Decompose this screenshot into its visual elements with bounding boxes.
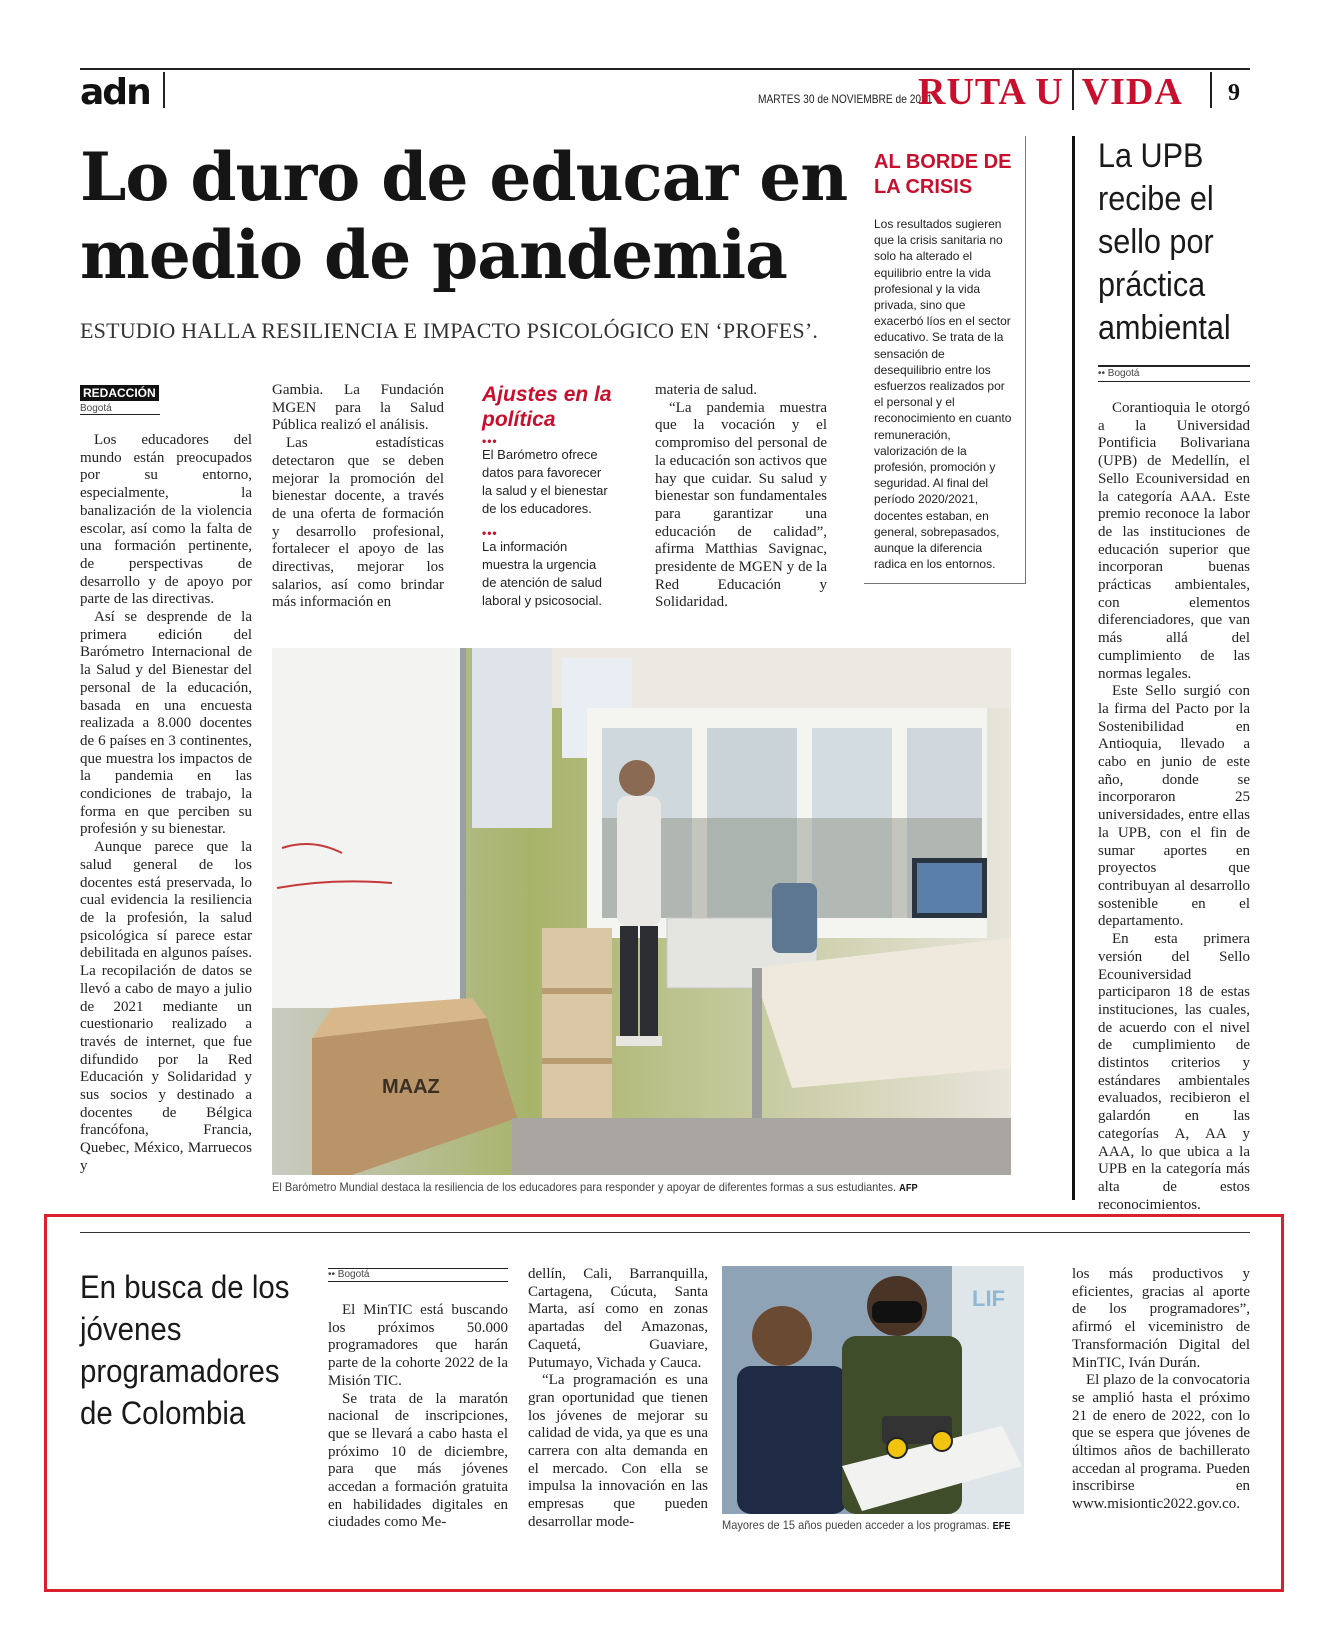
article-column-4: [655, 382, 827, 612]
main-subhead: ESTUDIO HALLA RESILIENCIA E IMPACTO PSICOLÓGICO EN ‘PROFES’.: [80, 318, 819, 343]
upb-body: [1098, 400, 1250, 1214]
photo2-caption-text: Mayores de 15 años pueden acceder a los programas.: [722, 1518, 990, 1532]
byline-city: Bogotá: [80, 402, 160, 415]
paragraph: Se trata de la maratón nacional de inscripciones, que se llevará a cabo hasta el próximo 10 de diciembre, para que más jóvenes accedan a formación gratuita en habilidades digitales en ciudades como Me-: [328, 1390, 508, 1531]
article-column-1: [80, 432, 252, 1176]
page-number-divider: [1210, 72, 1212, 108]
upb-city: •• Bogotá: [1098, 365, 1250, 382]
photo-caption: [272, 1180, 918, 1194]
programmers-illustration: [722, 1266, 1024, 1514]
programmers-photo: [722, 1266, 1024, 1514]
mintic-headline: En busca de los jóvenes programadores de Colombia: [80, 1269, 290, 1431]
newspaper-logo: adn: [80, 72, 150, 113]
bottom-section-rule: [80, 1232, 1250, 1233]
page-number: 9: [1228, 80, 1240, 106]
paragraph: “La pandemia muestra que la vocación y el compromiso del personal de la educación son activos que hay que cuidar. Su salud y bienestar son fundamentales para garantizar una educación de calidad”, afirma Matthias Savignac, presidente de MGEN y de la Red Educación y Solidaridad.: [655, 399, 827, 611]
ajustes-item: [482, 528, 612, 610]
byline: [80, 384, 160, 415]
paragraph: Las estadísticas detectaron que se deben mejorar la promoción del bienestar docente, a través de una oferta de formación y desarrollo profesional, fortalecer el apoyo de las directivas, mejorar los salarios, así como brindar más información en: [272, 435, 444, 611]
paragraph: Gambia. La Fundación MGEN para la Salud Pública realizó el análisis.: [272, 382, 444, 434]
al-borde-text: Los resultados sugieren que la crisis sanitaria no solo ha alterado el equilibrio entre la vida profesional y la vida privada, sino que exacerbó líos en el sector educativo. Se trata de la sensación de desequilibrio entre los esfuerzos realizados por el personal y el reconocimiento en cuanto remuneración, valorización de la profesión, promoción y seguridad. Al final del período 2020/2021, docentes estaban, en general, sobrepasados, aunque la diferencia radica en los entornos.: [874, 217, 1012, 572]
paragraph: materia de salud.: [655, 382, 758, 398]
photo-caption-text: El Barómetro Mundial destaca la resiliencia de los educadores para responder y apoyar de diferentes formas a sus estudiantes.: [272, 1180, 897, 1194]
upb-headline: La UPB recibe el sello por práctica ambiental: [1098, 137, 1231, 347]
sidebar-rule: [1072, 136, 1075, 1200]
paragraph: Aunque parece que la salud general de los docentes está preservada, lo cual evidencia la resiliencia de la profesión, la salud psicológica sí parece estar debilitada en algunos países. La recopilación de datos se llevó a cabo de mayo a julio de 2021 mediante un cuestionario realizado a través de internet, que fue difundido por la Red Educación y Solidaridad y sus socios y destinado a docentes de Bélgica francófona, Francia, Quebec, México, Marruecos y: [80, 839, 252, 1174]
classroom-photo: [272, 648, 1011, 1175]
section-right: VIDA: [1081, 71, 1183, 113]
ajustes-item: [482, 436, 612, 518]
mintic-city: •• Bogotá: [328, 1268, 508, 1282]
paragraph: El MinTIC está buscando los próximos 50.000 programadores que harán parte de la cohorte 2022 de la Misión TIC.: [328, 1302, 508, 1389]
photo-sign: LIF: [972, 1286, 1005, 1311]
issue-date: MARTES 30 de NOVIEMBRE de 2021: [758, 92, 933, 106]
ajustes-item-text: El Barómetro ofrece datos para favorecer la salud y el bienestar de los educadores.: [482, 447, 608, 516]
mintic-column-1: [328, 1302, 508, 1532]
box-label: MAAZ: [382, 1076, 440, 1098]
logo-divider: [163, 72, 165, 108]
ajustes-item-text: La información muestra la urgencia de atención de salud laboral y psicosocial.: [482, 539, 602, 608]
paragraph: los más productivos y eficientes, gracias al aporte de los programadores”, afirmó el viceministro de Transformación Digital del MinTIC, Iván Durán.: [1072, 1266, 1250, 1371]
bullet-dots: •••: [482, 526, 498, 540]
mintic-column-3: [1072, 1266, 1250, 1514]
paragraph: Así se desprende de la primera edición del Barómetro Internacional de la Salud y del Bienestar del personal de la educación, basada en una encuesta realizada a 8.000 docentes de 6 países en 3 continentes, que muestra los impactos de la pandemia en las condiciones de trabajo, la forma en que perciben su profesión y su bienestar.: [80, 609, 252, 838]
paragraph: Corantioquia le otorgó a la Universidad Pontificia Bolivariana (UPB) de Medellín, el Sello Ecouniversidad en la categoría AAA. Este premio reconoce la labor de las instituciones de educación superior que incorporan buenas prácticas ambientales, con elementos diferenciadores, que van más allá del cumplimiento de las normas legales.: [1098, 400, 1250, 682]
bullet-dots: •••: [482, 434, 498, 448]
photo2-credit: EFE: [992, 1521, 1011, 1532]
paragraph: “La programación es una gran oportunidad que tienen los jóvenes de mejorar su calidad de vida, ya que es una carrera con alta demanda en el mercado. Con ella se impulsa la innovación en las empresas que pueden desarrollar mode-: [528, 1372, 708, 1530]
classroom-illustration: [272, 648, 1011, 1175]
paragraph: El plazo de la convocatoria se amplió hasta el próximo 21 de enero de 2022, con lo que se espera que jóvenes de últimos años de bachillerato accedan al programa. Pueden inscribirse en www.misiontic2022.gov.co.: [1072, 1372, 1250, 1513]
paragraph: En esta primera versión del Sello Ecouniversidad participaron 18 de estas instituciones, las cuales, de acuerdo con el nivel de cumplimiento de distintos criterios y estándares ambientales evaluados, recibieron el galardón en las categorías A, AA y AAA, lo que ubica a la UPB en la categoría más alta de estos reconocimientos.: [1098, 931, 1250, 1213]
mintic-column-2: [528, 1266, 708, 1532]
ajustes-title: Ajustes en la política: [482, 383, 612, 431]
paragraph: Este Sello surgió con la firma del Pacto por la Sostenibilidad en Antioquia, llevado a cabo en junio de este año, donde se incorporaron 25 universidades, entre ellas la UPB, con el fin de sumar aportes en proyectos que contribuyan al desarrollo sostenible en el departamento.: [1098, 683, 1250, 930]
paragraph: dellín, Cali, Barranquilla, Cartagena, Cúcuta, Santa Marta, así como en zonas apartadas del Amazonas, Caquetá, Guaviare, Putumayo, Vichada y Cauca.: [528, 1266, 708, 1371]
section-left: RUTA U: [918, 71, 1064, 113]
al-borde-title: AL BORDE DE LA CRISIS: [874, 151, 1012, 198]
byline-tag: REDACCIÓN: [80, 385, 159, 401]
article-column-2: [272, 382, 444, 612]
paragraph: Los educadores del mundo están preocupados por su entorno, especialmente, la banalización de la violencia escolar, así como la falta de una formación pertinente, de perspectivas de desarrollo y de apoyo por parte de las directivas.: [80, 432, 252, 608]
section-name: [918, 70, 1183, 114]
main-headline: Lo duro de educar en medio de pandemia: [80, 138, 848, 294]
section-divider: [1072, 70, 1074, 110]
photo2-caption: [722, 1518, 1011, 1532]
photo-credit: AFP: [899, 1183, 918, 1194]
